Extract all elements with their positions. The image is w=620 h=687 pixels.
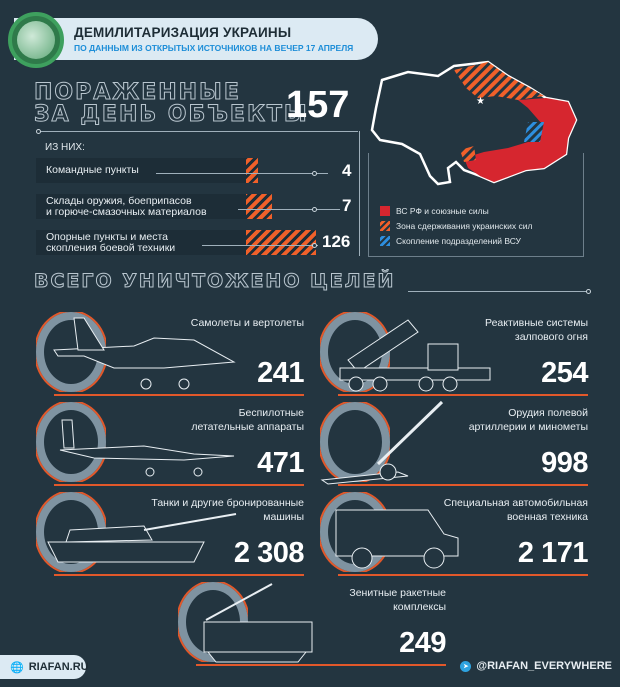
logo xyxy=(8,12,64,68)
card-value: 254 xyxy=(541,357,588,389)
card-label: Самолеты и вертолеты xyxy=(190,317,304,329)
divider-dot xyxy=(586,289,591,294)
kyiv-star-icon: ★ xyxy=(476,96,485,107)
total-card-aircraft xyxy=(34,310,304,396)
legend-label: Зона сдерживания украинских сил xyxy=(396,221,533,231)
globe-europe-icon xyxy=(17,21,55,59)
page-subtitle: ПО ДАННЫМ ИЗ ОТКРЫТЫХ ИСТОЧНИКОВ НА ВЕЧЕР 17 АПРЕЛЯ xyxy=(74,43,354,53)
leader-line xyxy=(156,173,328,174)
label-line2: машины xyxy=(263,511,304,523)
card-label xyxy=(485,316,588,344)
total-card-drones xyxy=(34,400,304,486)
baseline xyxy=(54,484,304,486)
legend-swatch xyxy=(380,236,390,246)
total-card-mlrs xyxy=(318,310,588,396)
of-them-label: ИЗ НИХ: xyxy=(45,142,85,153)
legend-item-russian-forces xyxy=(380,206,489,216)
daily-heading-line2: ЗА ДЕНЬ ОБЪЕКТЫ xyxy=(34,102,309,127)
card-value: 2 171 xyxy=(517,537,588,569)
label-line1: Орудия полевой xyxy=(508,407,588,419)
leader-line xyxy=(238,209,340,210)
baseline xyxy=(338,484,588,486)
daily-heading-line1: ПОРАЖЕННЫЕ xyxy=(34,80,241,105)
totals-heading: ВСЕГО УНИЧТОЖЕНО ЦЕЛЕЙ xyxy=(34,270,396,292)
total-card-special-vehicles xyxy=(318,490,588,576)
label-line1: Специальная автомобильная xyxy=(443,497,588,509)
label-line2: военная техника xyxy=(506,511,588,523)
sam-launcher-icon xyxy=(176,580,346,666)
baseline xyxy=(338,394,588,396)
daily-row-label xyxy=(46,232,175,254)
label-line1: Реактивные системы xyxy=(485,317,588,329)
daily-row-value: 4 xyxy=(342,161,352,180)
leader-dot xyxy=(312,243,317,248)
label-line1: Танки и другие бронированные xyxy=(151,497,304,509)
daily-row-value: 7 xyxy=(342,196,352,215)
daily-bar xyxy=(246,230,316,255)
card-label xyxy=(191,406,304,434)
card-value: 241 xyxy=(257,357,304,389)
divider xyxy=(408,291,588,292)
card-value: 998 xyxy=(541,447,588,479)
card-label xyxy=(349,586,446,614)
label-line2: залпового огня xyxy=(514,331,588,343)
leader-dot xyxy=(312,171,317,176)
card-value: 471 xyxy=(257,447,304,479)
site-label: RIAFAN.RU xyxy=(28,661,89,673)
legend-label: ВС РФ и союзные силы xyxy=(396,206,489,216)
leader-line xyxy=(202,245,318,246)
daily-heading xyxy=(34,82,309,126)
label-line1: Зенитные ракетные xyxy=(349,587,446,599)
divider-vertical xyxy=(359,131,360,256)
card-value: 2 308 xyxy=(233,537,304,569)
leader-dot xyxy=(312,207,317,212)
legend-swatch xyxy=(380,221,390,231)
label-line2: и горюче-смазочных материалов xyxy=(46,206,207,218)
daily-bar xyxy=(246,158,258,183)
legend-item-containment-zone xyxy=(380,221,532,231)
baseline xyxy=(338,574,588,576)
total-card-tanks xyxy=(34,490,304,576)
label-line2: артиллерии и минометы xyxy=(468,421,588,433)
page-title: ДЕМИЛИТАРИЗАЦИЯ УКРАИНЫ xyxy=(74,25,292,40)
telegram-link[interactable] xyxy=(460,660,612,672)
label-line1: Беспилотные xyxy=(238,407,304,419)
telegram-label: @RIAFAN_EVERYWHERE xyxy=(476,660,612,672)
card-value: 249 xyxy=(399,627,446,659)
daily-row-label: Командные пункты xyxy=(46,164,139,176)
card-label xyxy=(469,406,588,434)
telegram-icon: ➤ xyxy=(460,661,471,672)
label-line2: скопления боевой техники xyxy=(46,242,176,254)
legend-label: Скопление подразделений ВСУ xyxy=(396,236,521,246)
daily-bar xyxy=(246,194,272,219)
globe-icon: 🌐 xyxy=(10,661,24,674)
card-label xyxy=(151,496,304,524)
baseline xyxy=(196,664,446,666)
divider xyxy=(38,131,358,132)
baseline xyxy=(54,574,304,576)
label-line1: Опорные пункты и места xyxy=(46,231,168,243)
baseline xyxy=(54,394,304,396)
legend-item-afu-concentration xyxy=(380,236,521,246)
site-link[interactable] xyxy=(0,655,89,679)
total-card-artillery xyxy=(318,400,588,486)
daily-row-label xyxy=(46,196,207,218)
label-line1: Склады оружия, боеприпасов xyxy=(46,195,192,207)
label-line2: летательные аппараты xyxy=(191,421,304,433)
label-line2: комплексы xyxy=(393,601,446,613)
total-card-sam xyxy=(176,580,446,666)
card-label xyxy=(444,496,588,524)
daily-total: 157 xyxy=(286,84,350,126)
legend-swatch xyxy=(380,206,390,216)
daily-row-value: 126 xyxy=(322,232,351,251)
divider-dot xyxy=(36,129,41,134)
